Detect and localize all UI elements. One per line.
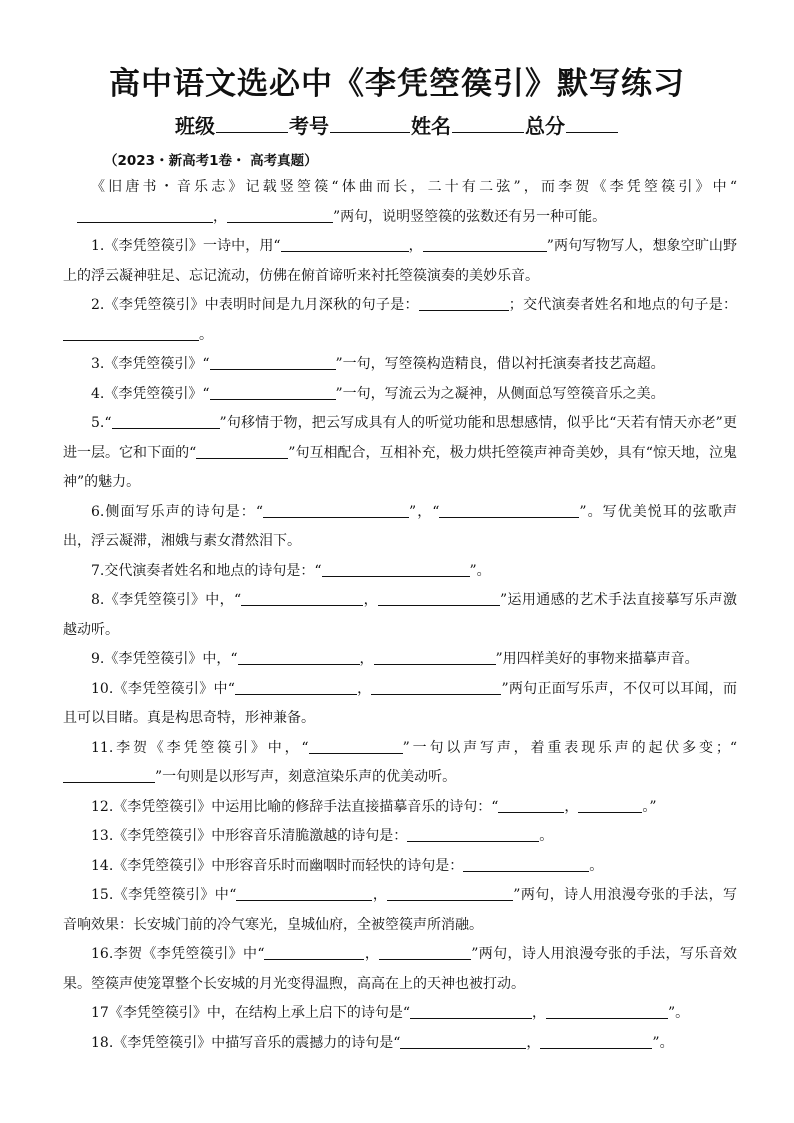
question-text: 4.《李凭箜篌引》“ [91,385,210,402]
answer-blank[interactable] [378,589,500,606]
class-label: 班级 [175,114,215,138]
answer-blank[interactable] [281,235,409,252]
score-field[interactable] [566,112,618,133]
answer-blank[interactable] [309,737,403,754]
question-text: 6.侧面写乐声的诗句是：“ [91,503,263,520]
question-item [63,291,737,350]
question-text: ”。 [667,1005,690,1021]
question-text: ， [408,238,423,254]
answer-blank[interactable] [264,943,364,960]
question-text: ”句互相配合，互相补充，极力烘托箜篌声神奇美妙，具有“惊天地，泣鬼神”的魅力。 [63,444,737,490]
question-text: 17《李凭箜篌引》中，在结构上承上启下的诗句是“ [91,1005,410,1021]
question-text: 8.《李凭箜篌引》中，“ [91,592,242,608]
answer-blank[interactable] [387,884,513,901]
number-label: 考号 [289,114,329,138]
answer-blank[interactable] [419,294,509,311]
intro-paragraph [63,173,737,232]
question-item [63,852,737,882]
question-text: 7.交代演奏者姓名和地点的诗句是：“ [91,562,322,579]
question-text: 3.《李凭箜篌引》“ [91,356,210,372]
intro-text: ， [213,208,227,225]
question-text: ；交代演奏者姓名和地点的句子是： [508,297,737,313]
answer-blank[interactable] [322,560,470,577]
question-text: 18.《李凭箜篌引》中描写音乐的震撼力的诗句是“ [91,1034,401,1051]
question-text: ”。 [652,1034,674,1051]
question-item [63,409,737,498]
intro-text: “ [729,179,737,195]
question-text: ， [363,592,378,608]
answer-blank[interactable] [578,796,642,813]
question-item [63,822,737,852]
class-field[interactable] [216,112,288,133]
question-text: ， [526,1034,541,1051]
question-text: ”两句，诗人用浪漫夸张的手法，写乐音效果。箜篌声使笼罩整个长安城的月光变得温煦，高高在上的天神也被打动。 [63,946,738,992]
question-text: 。 [539,828,554,844]
answer-blank[interactable] [235,678,357,695]
question-text: 1.《李凭箜篌引》一诗中，用“ [91,238,281,254]
answer-blank[interactable] [407,825,539,842]
question-item [63,350,737,380]
answer-blank[interactable] [210,383,336,400]
question-item [63,498,737,557]
answer-blank[interactable] [379,943,471,960]
answer-blank[interactable] [463,855,589,872]
question-text: 15.《李凭箜篌引》中“ [91,887,237,903]
number-field[interactable] [330,112,410,133]
question-text: 。 [589,857,604,874]
question-text: ， [372,887,388,903]
answer-blank[interactable] [238,648,360,665]
student-info-line [0,110,794,139]
question-text: ”一句以声写声，着重表现乐声的起伏多变；“ [402,739,737,756]
question-item [63,675,737,734]
question-item [63,734,737,793]
answer-blank[interactable] [241,589,363,606]
question-text: ， [531,1005,546,1021]
question-item [63,557,737,587]
question-text: 12.《李凭箜篌引》中运用比喻的修辞手法直接描摹音乐的诗句：“ [91,798,499,815]
question-text: ”一句则是以形写声，刻意渲染乐声的优美动听。 [155,769,457,785]
question-text: ”运用通感的艺术手法直接摹写乐声激越动听。 [63,592,738,638]
answer-blank[interactable] [112,412,220,429]
question-text: ”句移情于物，把云写成具有人的听觉功能和思想感情，似乎比“天若有情天亦老”更进一层。它和下面的“ [63,415,737,461]
question-text: 。” [642,798,657,815]
answer-blank[interactable] [540,1032,652,1049]
question-text: ”用四样美好的事物来描摹声音。 [495,651,699,667]
question-text: ”两句正面写乐声，不仅可以耳闻，而且可以目睹。真是构思奇特，形神兼备。 [63,680,738,726]
answer-blank[interactable] [423,235,547,252]
name-field[interactable] [452,112,524,133]
question-text: ”两句写物写人，想象空旷山野上的浮云凝神驻足、忘记流动，仿佛在俯首谛听来衬托箜篌演奏的美妙乐音。 [63,238,737,284]
answer-blank[interactable] [236,884,372,901]
question-item [63,793,737,823]
worksheet-title: 高中语文选必中《李凭箜篌引》默写练习 [109,66,685,102]
score-label: 总分 [525,114,565,138]
question-text: ”两句，诗人用浪漫夸张的手法，写音响效果：长安城门前的冷气寒光，皇城仙府，全被箜篌声所消融。 [63,887,738,933]
answer-blank[interactable] [410,1002,532,1019]
question-text: 11.李贺《李凭箜篌引》中，“ [91,739,309,756]
question-item [63,940,737,999]
question-text: ”一句，写箜篌构造精良，借以衬托演奏者技艺高超。 [335,356,665,372]
answer-blank[interactable] [439,501,579,518]
question-text: 。 [199,326,213,343]
answer-blank[interactable] [546,1002,668,1019]
answer-blank[interactable] [400,1032,526,1049]
question-text: 13.《李凭箜篌引》中形容音乐清脆激越的诗句是： [91,828,408,844]
intro-text: 《旧唐书・音乐志》记载竖箜篌“体曲而长，二十有二弦”，而李贺《李凭箜篌引》中 [91,179,730,195]
answer-blank[interactable] [63,324,199,341]
question-text: 14.《李凭箜篌引》中形容音乐时而幽咽时而轻快的诗句是： [91,857,464,874]
question-text: ”。 [469,562,491,579]
question-text: ”一句，写流云为之凝神，从侧面总写箜篌音乐之美。 [335,385,665,402]
name-label: 姓名 [411,114,451,138]
question-text: ， [564,798,579,815]
question-text: ”。写优美悦耳的弦歌声出，浮云凝滞，湘娥与素女潸然泪下。 [63,503,737,549]
question-item [63,232,737,291]
question-item [63,999,737,1029]
question-item [63,1029,737,1059]
question-text: 5.“ [91,415,112,431]
question-item [63,380,737,410]
question-item [63,586,737,645]
answer-blank[interactable] [210,353,336,370]
question-text: ， [364,946,380,962]
answer-blank[interactable] [77,206,213,223]
question-text: ， [356,680,372,697]
question-text: 10.《李凭箜篌引》中“ [91,680,235,697]
question-item [63,881,737,940]
question-item [63,645,737,675]
question-text: 16.李贺《李凭箜篌引》中“ [91,946,265,962]
answer-blank[interactable] [227,206,333,223]
intro-text: ”两句，说明竖箜篌的弦数还有另一种可能。 [333,208,607,225]
answer-blank[interactable] [371,678,501,695]
question-list [63,173,737,1058]
exam-source: （2023・新高考1卷・ 高考真题） [104,153,318,169]
question-text: ”，“ [409,503,440,520]
question-text: 9.《李凭箜篌引》中，“ [91,651,238,667]
answer-blank[interactable] [196,442,288,459]
question-text: 2.《李凭箜篌引》中表明时间是九月深秋的句子是： [91,297,419,313]
question-text: ， [359,651,374,667]
answer-blank[interactable] [498,796,564,813]
answer-blank[interactable] [374,648,496,665]
answer-blank[interactable] [63,766,155,783]
answer-blank[interactable] [263,501,409,518]
